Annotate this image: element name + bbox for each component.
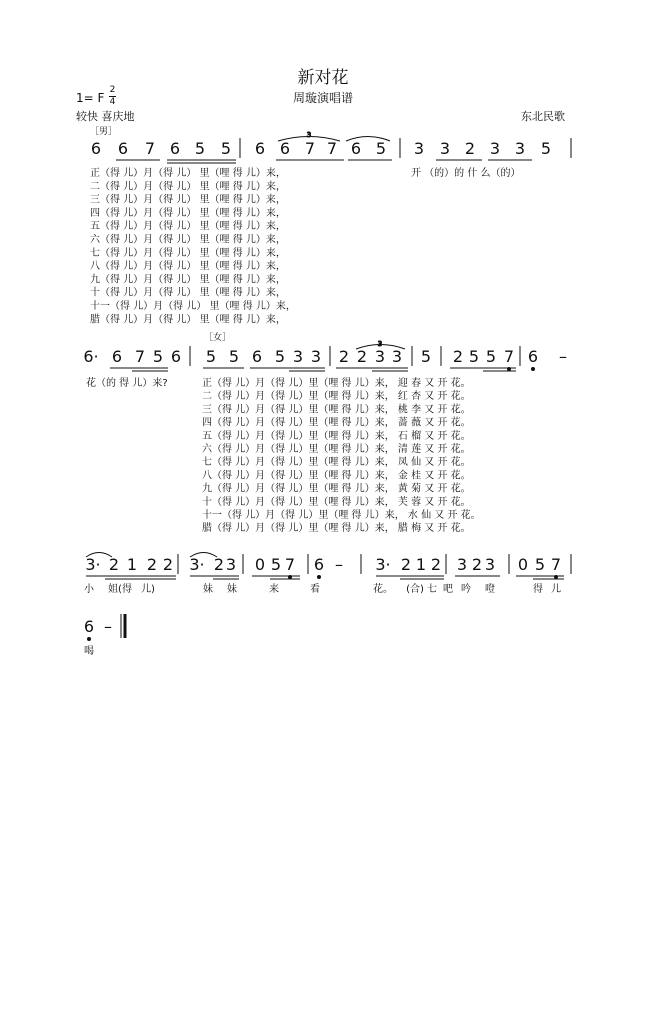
note: – <box>559 347 567 366</box>
lyric-syllable: 喝 <box>84 646 94 657</box>
verse-line-1: 腊（得 儿）月（得 儿） 里（哩 得 儿）来， <box>90 314 286 326</box>
note: 3 <box>391 347 403 366</box>
note: 7 <box>134 347 146 366</box>
verse-line-1: 八（得 儿）月（得 儿） 里（哩 得 儿）来， <box>90 261 286 273</box>
note: 2 <box>400 555 412 574</box>
note: – <box>335 555 343 574</box>
note: 3 <box>413 139 425 158</box>
note: 6 <box>90 139 102 158</box>
lead-lyric: 花（的 得 儿）来? <box>86 378 168 389</box>
note: 0 <box>517 555 529 574</box>
note: 6 <box>111 347 123 366</box>
voice-label-male: ［男］ <box>90 127 118 137</box>
verse-line-1: 九（得 儿）月（得 儿） 里（哩 得 儿）来， <box>90 274 286 286</box>
note: 5 <box>205 347 217 366</box>
verse-line-2: 腊（得 儿）月（得 儿）里（哩 得 儿）来， 腊 梅 又 开 花。 <box>202 523 471 535</box>
note: 3· <box>85 555 101 574</box>
note: 3 <box>225 555 237 574</box>
note: 6 <box>83 617 95 636</box>
lower-octave-dot <box>555 576 558 579</box>
lyric-syllable: 来 <box>269 584 279 595</box>
verse-line-2: 九（得 儿）月（得 儿）里（哩 得 儿）来， 黄 菊 又 开 花。 <box>202 483 471 495</box>
verse-line-2: 二（得 儿）月（得 儿）里（哩 得 儿）来， 红 杏 又 开 花。 <box>202 391 471 403</box>
lyric-syllable: 七 <box>427 584 437 595</box>
verse-line-2: 七（得 儿）月（得 儿）里（哩 得 儿）来， 凤 仙 又 开 花。 <box>202 457 471 469</box>
note: 3· <box>189 555 205 574</box>
lower-octave-dot <box>532 368 535 371</box>
note: 5 <box>468 347 480 366</box>
song-subtitle: 周璇演唱谱 <box>292 91 353 105</box>
note: 3 <box>439 139 451 158</box>
lower-octave-dot <box>289 576 292 579</box>
verse-line-2: 六（得 儿）月（得 儿）里（哩 得 儿）来， 清 莲 又 开 花。 <box>202 444 471 455</box>
lyric-syllable: (合) <box>406 584 424 595</box>
note: 6 <box>117 139 129 158</box>
note: 6· <box>83 347 99 366</box>
note: 6 <box>313 555 325 574</box>
note: 3· <box>375 555 391 574</box>
note: 2 <box>108 555 120 574</box>
note: 1 <box>126 555 138 574</box>
triplet-number: 3 <box>377 340 383 348</box>
note: 2 <box>430 555 442 574</box>
lyric-syllable: 儿 <box>551 584 561 595</box>
time-denominator: 4 <box>109 97 116 107</box>
note: 3 <box>456 555 468 574</box>
song-title: 新对花 <box>297 68 349 88</box>
song-origin: 东北民歌 <box>521 110 565 123</box>
note: 2 <box>356 347 368 366</box>
lyric-syllable: 噔 <box>485 584 495 595</box>
verse-line-1: 七（得 儿）月（得 儿） 里（哩 得 儿）来， <box>90 247 286 259</box>
note: 2 <box>146 555 158 574</box>
note: 2 <box>162 555 174 574</box>
lower-octave-dot <box>508 368 511 371</box>
lyric-syllable: 看 <box>310 584 320 595</box>
note: 5 <box>228 347 240 366</box>
verse-line-1: 十一（得 儿）月（得 儿） 里（哩 得 儿）来， <box>90 301 296 312</box>
lyric-syllable: 吟 <box>461 584 471 595</box>
note: 5 <box>485 347 497 366</box>
verse-line-2: 十一（得 儿）月（得 儿）里（哩 得 儿）来， 水 仙 又 开 花。 <box>202 510 481 521</box>
key-signature: 1= F <box>76 91 105 105</box>
verse-line-1: 四（得 儿）月（得 儿） 里（哩 得 儿）来， <box>90 207 286 219</box>
verse-line-2: 正（得 儿）月（得 儿）里（哩 得 儿）来， 迎 春 又 开 花。 <box>202 378 471 389</box>
verse-line-2: 八（得 儿）月（得 儿）里（哩 得 儿）来， 金 桂 又 开 花。 <box>202 470 471 482</box>
verse-line-2: 三（得 儿）月（得 儿）里（哩 得 儿）来， 桃 李 又 开 花。 <box>202 404 471 416</box>
note: 5 <box>375 139 387 158</box>
time-numerator: 2 <box>109 85 116 95</box>
lyric-syllable: 小 <box>84 584 94 595</box>
note: 5 <box>194 139 206 158</box>
note: 7 <box>326 139 338 158</box>
note: 3 <box>489 139 501 158</box>
note: 5 <box>270 555 282 574</box>
note: 7 <box>304 139 316 158</box>
note: 2 <box>213 555 225 574</box>
note: 6 <box>169 139 181 158</box>
note: 5 <box>152 347 164 366</box>
lyric-syllable: 姐(得 <box>108 584 132 595</box>
note: 3 <box>310 347 322 366</box>
note: 5 <box>420 347 432 366</box>
lyrics-layer <box>84 166 561 657</box>
note: 5 <box>220 139 232 158</box>
refrain-line: 开 （的）的 什 么（的） <box>411 168 521 179</box>
lyric-syllable: 妹 <box>203 584 213 595</box>
lower-octave-dot <box>318 576 321 579</box>
note: 6 <box>527 347 539 366</box>
verse-line-1: 三（得 儿）月（得 儿） 里（哩 得 儿）来， <box>90 194 286 206</box>
note: 6 <box>350 139 362 158</box>
triplet-number: 3 <box>306 131 312 139</box>
verse-line-1: 十（得 儿）月（得 儿） 里（哩 得 儿）来， <box>90 287 286 299</box>
note: 7 <box>550 555 562 574</box>
note: 6 <box>279 139 291 158</box>
verse-line-1: 二（得 儿）月（得 儿） 里（哩 得 儿）来， <box>90 181 286 193</box>
tempo-marking: 较快 喜庆地 <box>76 110 135 123</box>
note: 2 <box>452 347 464 366</box>
note: 7 <box>144 139 156 158</box>
verse-line-2: 四（得 儿）月（得 儿）里（哩 得 儿）来， 蔷 薇 又 开 花。 <box>202 417 471 429</box>
note: 3 <box>484 555 496 574</box>
verse-line-1: 正（得 儿）月（得 儿） 里（哩 得 儿）来， <box>90 168 286 179</box>
note: 7 <box>284 555 296 574</box>
verse-line-2: 五（得 儿）月（得 儿）里（哩 得 儿）来， 石 榴 又 开 花。 <box>202 430 471 442</box>
note: – <box>104 617 112 636</box>
lyric-syllable: 妹 <box>227 584 237 595</box>
note: 5 <box>534 555 546 574</box>
lyric-syllable: 儿) <box>141 584 155 595</box>
verse-line-1: 六（得 儿）月（得 儿） 里（哩 得 儿）来， <box>90 234 286 246</box>
lyric-syllable: 花。 <box>373 584 393 595</box>
note: 2 <box>471 555 483 574</box>
note: 6 <box>170 347 182 366</box>
lower-octave-dot <box>88 638 91 641</box>
note: 1 <box>415 555 427 574</box>
note: 6 <box>251 347 263 366</box>
note: 2 <box>338 347 350 366</box>
verse-line-2: 十（得 儿）月（得 儿）里（哩 得 儿）来， 芙 蓉 又 开 花。 <box>202 496 471 508</box>
note: 6 <box>254 139 266 158</box>
note: 0 <box>254 555 266 574</box>
lyric-syllable: 吧 <box>443 584 453 595</box>
note: 3 <box>374 347 386 366</box>
voice-label-female: ［女］ <box>204 333 232 343</box>
note: 5 <box>540 139 552 158</box>
note: 3 <box>514 139 526 158</box>
lyric-syllable: 得 <box>533 584 543 595</box>
note: 7 <box>503 347 515 366</box>
note: 3 <box>292 347 304 366</box>
verse-line-1: 五（得 儿）月（得 儿） 里（哩 得 儿）来， <box>90 221 286 233</box>
note: 5 <box>274 347 286 366</box>
note: 2 <box>464 139 476 158</box>
